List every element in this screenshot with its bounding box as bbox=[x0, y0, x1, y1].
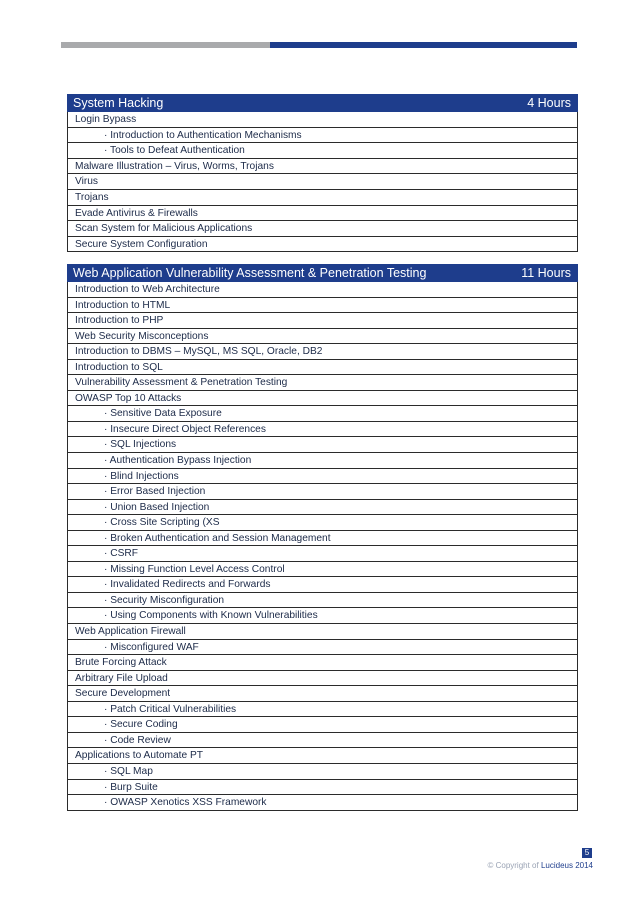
topic-row: Secure System Configuration bbox=[68, 237, 577, 253]
topic-subitem: · SQL Injections bbox=[68, 437, 577, 453]
section-system-hacking bbox=[67, 94, 578, 252]
topic-row: Vulnerability Assessment & Penetration Testing bbox=[68, 375, 577, 391]
topic-subitem: · Misconfigured WAF bbox=[68, 640, 577, 656]
topic-row: Web Security Misconceptions bbox=[68, 329, 577, 345]
topic-row: Secure Development bbox=[68, 686, 577, 702]
topic-subitem: · Security Misconfiguration bbox=[68, 593, 577, 609]
section-hours: 11 Hours bbox=[521, 266, 571, 280]
section-rows bbox=[67, 282, 578, 811]
topic-row: Virus bbox=[68, 174, 577, 190]
topic-subitem: · Using Components with Known Vulnerabilities bbox=[68, 608, 577, 624]
topic-subitem: · Authentication Bypass Injection bbox=[68, 453, 577, 469]
topic-subitem: · Sensitive Data Exposure bbox=[68, 406, 577, 422]
topic-subitem: · Missing Function Level Access Control bbox=[68, 562, 577, 578]
topic-subitem: · Cross Site Scripting (XS bbox=[68, 515, 577, 531]
topic-subitem: · Tools to Defeat Authentication bbox=[68, 143, 577, 159]
topic-subitem: · Broken Authentication and Session Management bbox=[68, 531, 577, 547]
topic-subitem: · Burp Suite bbox=[68, 780, 577, 796]
topic-row: Introduction to DBMS – MySQL, MS SQL, Oracle, DB2 bbox=[68, 344, 577, 360]
copyright-notice bbox=[487, 861, 593, 870]
topic-row: Arbitrary File Upload bbox=[68, 671, 577, 687]
section-web-app-vapt bbox=[67, 264, 578, 811]
page-number: 5 bbox=[582, 848, 592, 858]
topic-row: Introduction to Web Architecture bbox=[68, 282, 577, 298]
topic-subitem: · OWASP Xenotics XSS Framework bbox=[68, 795, 577, 811]
topic-subitem: · CSRF bbox=[68, 546, 577, 562]
topic-subitem: · SQL Map bbox=[68, 764, 577, 780]
section-header bbox=[67, 94, 578, 112]
topic-row: Trojans bbox=[68, 190, 577, 206]
section-rows bbox=[67, 112, 578, 252]
topic-row: Evade Antivirus & Firewalls bbox=[68, 206, 577, 222]
topic-row: Applications to Automate PT bbox=[68, 748, 577, 764]
topic-row: Web Application Firewall bbox=[68, 624, 577, 640]
topic-row: OWASP Top 10 Attacks bbox=[68, 391, 577, 407]
section-header bbox=[67, 264, 578, 282]
topic-row: Login Bypass bbox=[68, 112, 577, 128]
topic-row: Scan System for Malicious Applications bbox=[68, 221, 577, 237]
topic-row: Brute Forcing Attack bbox=[68, 655, 577, 671]
section-title: Web Application Vulnerability Assessment & Penetration Testing bbox=[73, 266, 427, 280]
topic-row: Malware Illustration – Virus, Worms, Trojans bbox=[68, 159, 577, 175]
copyright-prefix: © Copyright of bbox=[487, 861, 541, 870]
topic-subitem: · Introduction to Authentication Mechanisms bbox=[68, 128, 577, 144]
topic-subitem: · Blind Injections bbox=[68, 469, 577, 485]
topic-subitem: · Patch Critical Vulnerabilities bbox=[68, 702, 577, 718]
top-bar-gray-segment bbox=[61, 42, 270, 48]
section-title: System Hacking bbox=[73, 96, 164, 110]
topic-subitem: · Secure Coding bbox=[68, 717, 577, 733]
top-bar-blue-segment bbox=[270, 42, 577, 48]
topic-row: Introduction to PHP bbox=[68, 313, 577, 329]
top-decorative-bar bbox=[61, 42, 577, 48]
topic-row: Introduction to HTML bbox=[68, 298, 577, 314]
topic-subitem: · Union Based Injection bbox=[68, 500, 577, 516]
topic-subitem: · Insecure Direct Object References bbox=[68, 422, 577, 438]
topic-subitem: · Invalidated Redirects and Forwards bbox=[68, 577, 577, 593]
topic-subitem: · Code Review bbox=[68, 733, 577, 749]
topic-row: Introduction to SQL bbox=[68, 360, 577, 376]
section-hours: 4 Hours bbox=[527, 96, 571, 110]
topic-subitem: · Error Based Injection bbox=[68, 484, 577, 500]
copyright-brand: Lucideus 2014 bbox=[540, 861, 593, 870]
